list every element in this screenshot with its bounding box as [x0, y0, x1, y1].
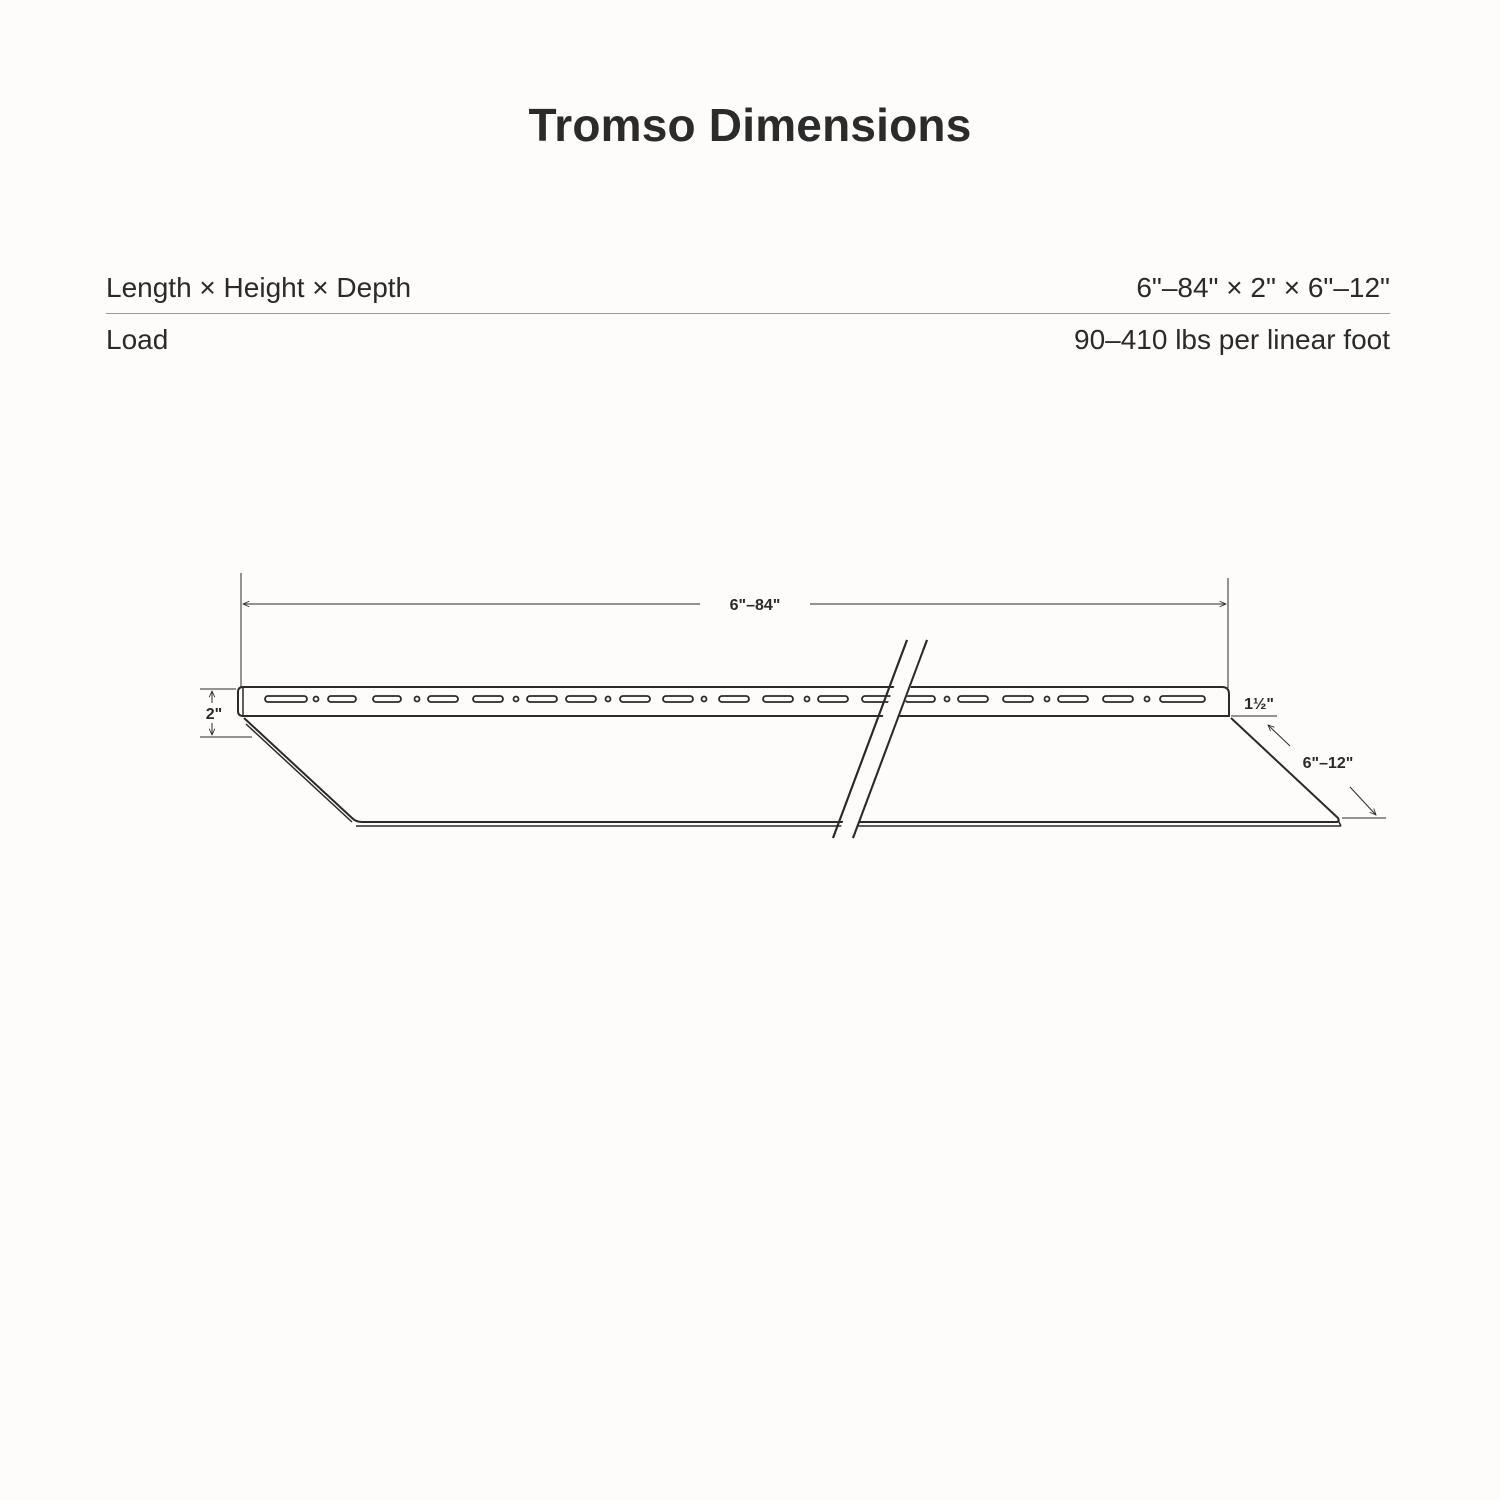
page-title: Tromso Dimensions	[528, 99, 972, 151]
depth-arrow-lower	[1350, 787, 1376, 815]
depth-arrow-upper	[1268, 725, 1290, 746]
length-label: 6"–84"	[729, 597, 781, 614]
spec-label: Load	[106, 324, 169, 355]
height-label: 2"	[205, 706, 223, 723]
shelf-surface	[244, 718, 1341, 826]
lip-label: 1½"	[1244, 696, 1274, 713]
depth-label: 6"–12"	[1302, 755, 1354, 772]
spec-value: 90–410 lbs per linear foot	[1074, 324, 1390, 355]
spec-label: Length × Height × Depth	[106, 272, 412, 303]
rail-slots	[265, 696, 1205, 702]
spec-value: 6"–84" × 2" × 6"–12"	[1136, 272, 1390, 303]
break-mark-mask	[833, 640, 927, 838]
